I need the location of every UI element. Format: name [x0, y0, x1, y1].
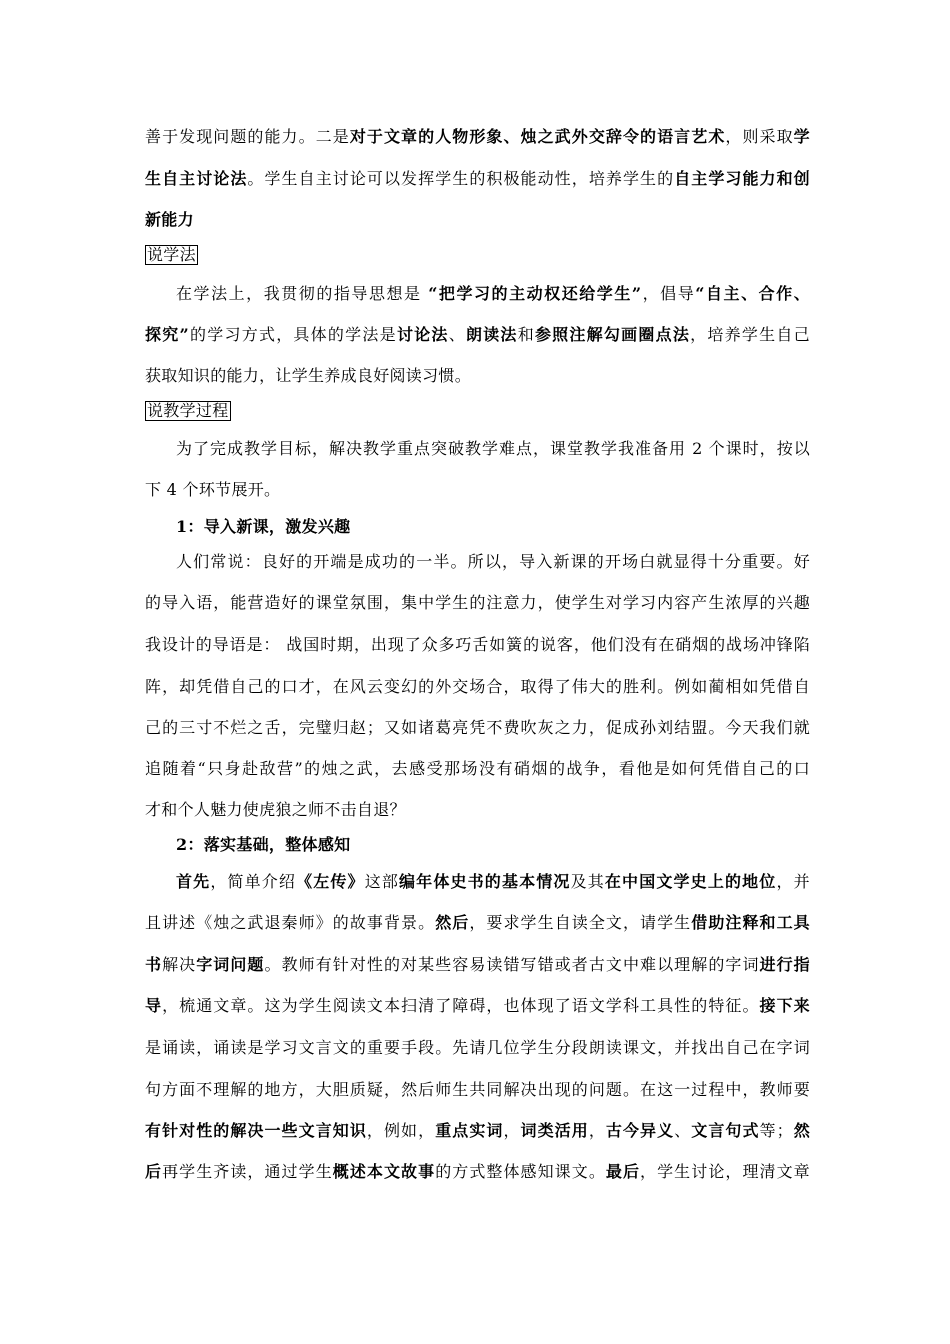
text-run: 在学法上，我贯彻的指导思想是	[176, 284, 429, 303]
text-line	[145, 366, 810, 386]
heading-label: 说教学过程	[147, 401, 229, 420]
bold-text-run: 生自主讨论法	[145, 169, 248, 188]
bold-text-run: 古今异义	[605, 1121, 675, 1140]
text-line	[145, 593, 810, 613]
text-line	[145, 718, 810, 738]
bold-text-run: 书	[145, 955, 163, 974]
text-run: 及其	[570, 872, 605, 891]
text-run: 获取知识的能力，让学生养成良好阅读习惯。	[145, 366, 472, 385]
text-run: ，梳通文章。这为学生阅读文本扫清了障碍，也体现了语文学科工具性的特征。	[162, 996, 760, 1015]
text-line	[145, 210, 810, 230]
section-heading-teaching-process	[145, 401, 810, 421]
text-run: ，	[503, 1121, 521, 1140]
bold-text-run: 朗读法	[465, 325, 518, 344]
bold-text-run: 概述本文故事	[332, 1162, 436, 1181]
text-run: 解决	[162, 955, 197, 974]
text-line	[145, 1080, 810, 1100]
text-run: 是诵读，诵读是学习文言文的重要手段。先请几位学生分段朗读课文，并找出自己在字词	[145, 1038, 810, 1057]
bold-text-run: 对于文章的人物形象、烛之武外交辞令的语言艺术	[349, 127, 726, 146]
text-run: ，	[588, 1121, 606, 1140]
text-run: 、	[674, 1121, 692, 1140]
bold-text-run: 自主学习能力和创	[674, 169, 810, 188]
bold-text-run: 词类活用	[520, 1121, 589, 1140]
text-run: ，倡导	[641, 284, 696, 303]
text-line	[145, 480, 810, 500]
step-heading	[176, 517, 810, 537]
text-run: ，简单介绍	[210, 872, 297, 891]
step-heading	[176, 835, 810, 855]
text-line	[145, 127, 810, 147]
text-run: 、	[448, 325, 466, 344]
text-run: ，学生讨论，理清文章	[640, 1162, 810, 1181]
text-run: 人们常说：良好的开端是成功的一半。所以，导入新课的开场白就显得十分重要。好	[176, 552, 810, 571]
bold-text-run: 导	[145, 996, 163, 1015]
text-line	[176, 872, 810, 892]
text-line	[176, 552, 810, 572]
text-run: 这部	[364, 872, 400, 891]
bold-text-run: 讨论法	[396, 325, 449, 344]
text-run: 追随着“只身赴敌营”的烛之武，去感受那场没有硝烟的战争，看他是如何凭借自己的口	[145, 759, 810, 778]
text-run: 句方面不理解的地方，大胆质疑，然后师生共同解决出现的问题。在这一过程中，教师要	[145, 1080, 810, 1099]
bold-text-run: 学	[793, 127, 810, 146]
bold-text-run: 借助注释和工具	[691, 913, 810, 932]
text-run: ，培养学生自己	[690, 325, 810, 344]
bold-text-run: 接下来	[759, 996, 810, 1015]
bold-text-run: 然	[792, 1121, 810, 1140]
text-run: 善于发现问题的能力。二是	[145, 127, 350, 146]
bold-text-run: 1：导入新课，激发兴趣	[176, 517, 351, 536]
bold-text-run: 2：落实基础，整体感知	[176, 835, 351, 854]
text-run: 且讲述《烛之武退秦师》的故事背景。	[145, 913, 436, 932]
text-line	[145, 1038, 810, 1058]
text-run: 的方式整体感知课文。	[435, 1162, 606, 1181]
text-line	[145, 759, 810, 779]
bold-text-run: 重点实词	[435, 1121, 504, 1140]
text-line	[145, 955, 810, 975]
text-line	[145, 913, 810, 933]
bold-text-run: 新能力	[145, 210, 194, 229]
bold-text-run: 首先	[176, 872, 211, 891]
heading-label: 说学法	[147, 245, 196, 264]
text-line	[145, 996, 810, 1016]
text-line	[145, 635, 810, 655]
text-run: 。学生自主讨论可以发挥学生的积极能动性，培养学生的	[247, 169, 675, 188]
bold-text-run: 然后	[435, 913, 470, 932]
bold-text-run: 参照注解勾画圈点法	[534, 325, 691, 344]
text-line	[176, 439, 810, 459]
text-run: ，例如，	[366, 1121, 436, 1140]
bold-text-run: 字词问题	[196, 955, 265, 974]
text-run: ，并	[776, 872, 810, 891]
text-run: 。教师有针对性的对某些容易读错写错或者古文中难以理解的字词	[264, 955, 760, 974]
text-run: 的导入语，能营造好的课堂氛围，集中学生的注意力，使学生对学习内容产生浓厚的兴趣	[145, 593, 810, 612]
bold-text-run: 文言句式	[691, 1121, 760, 1140]
text-run: 的学习方式，具体的学法是	[189, 325, 397, 344]
text-line	[145, 169, 810, 189]
text-run: 为了完成教学目标，解决教学重点突破教学难点，课堂教学我准备用 2 个课时，按以	[176, 439, 810, 458]
text-run: 我设计的导语是： 战国时期，出现了众多巧舌如簧的说客，他们没有在硝烟的战场冲锋陷	[145, 635, 810, 654]
bold-text-run: “自主、合作、	[695, 284, 810, 303]
text-run: 己的三寸不烂之舌，完璧归赵；又如诸葛亮凭不费吹灰之力，促成孙刘结盟。今天我们就	[145, 718, 810, 737]
text-line	[145, 1121, 810, 1141]
bold-text-run: 探究”	[145, 325, 189, 344]
bold-text-run: 《左传》	[296, 872, 365, 891]
bold-text-run: 在中国文学史上的地位	[604, 872, 777, 891]
text-run: 再学生齐读，通过学生	[162, 1162, 333, 1181]
text-line	[145, 325, 810, 345]
text-line	[145, 1162, 810, 1182]
text-line	[176, 284, 810, 304]
text-line	[145, 800, 810, 820]
text-run: 下 4 个环节展开。	[145, 480, 281, 499]
bold-text-run: 有针对性的解决一些文言知识	[145, 1121, 367, 1140]
text-run: ，要求学生自读全文，请学生	[469, 913, 692, 932]
bold-text-run: 进行指	[759, 955, 810, 974]
text-run: ，则采取	[725, 127, 794, 146]
text-run: 和	[517, 325, 535, 344]
bold-text-run: “把学习的主动权还给学生”	[428, 284, 642, 303]
bold-text-run: 后	[145, 1162, 163, 1181]
bold-text-run: 最后	[605, 1162, 641, 1181]
text-line	[145, 677, 810, 697]
text-run: 才和个人魅力使虎狼之师不击自退？	[145, 800, 406, 819]
text-run: 阵，却凭借自己的口才，在风云变幻的外交场合，取得了伟大的胜利。例如蔺相如凭借自	[145, 677, 810, 696]
text-run: 等；	[759, 1121, 793, 1140]
section-heading-study-methods	[145, 245, 810, 265]
bold-text-run: 编年体史书的基本情况	[399, 872, 571, 891]
